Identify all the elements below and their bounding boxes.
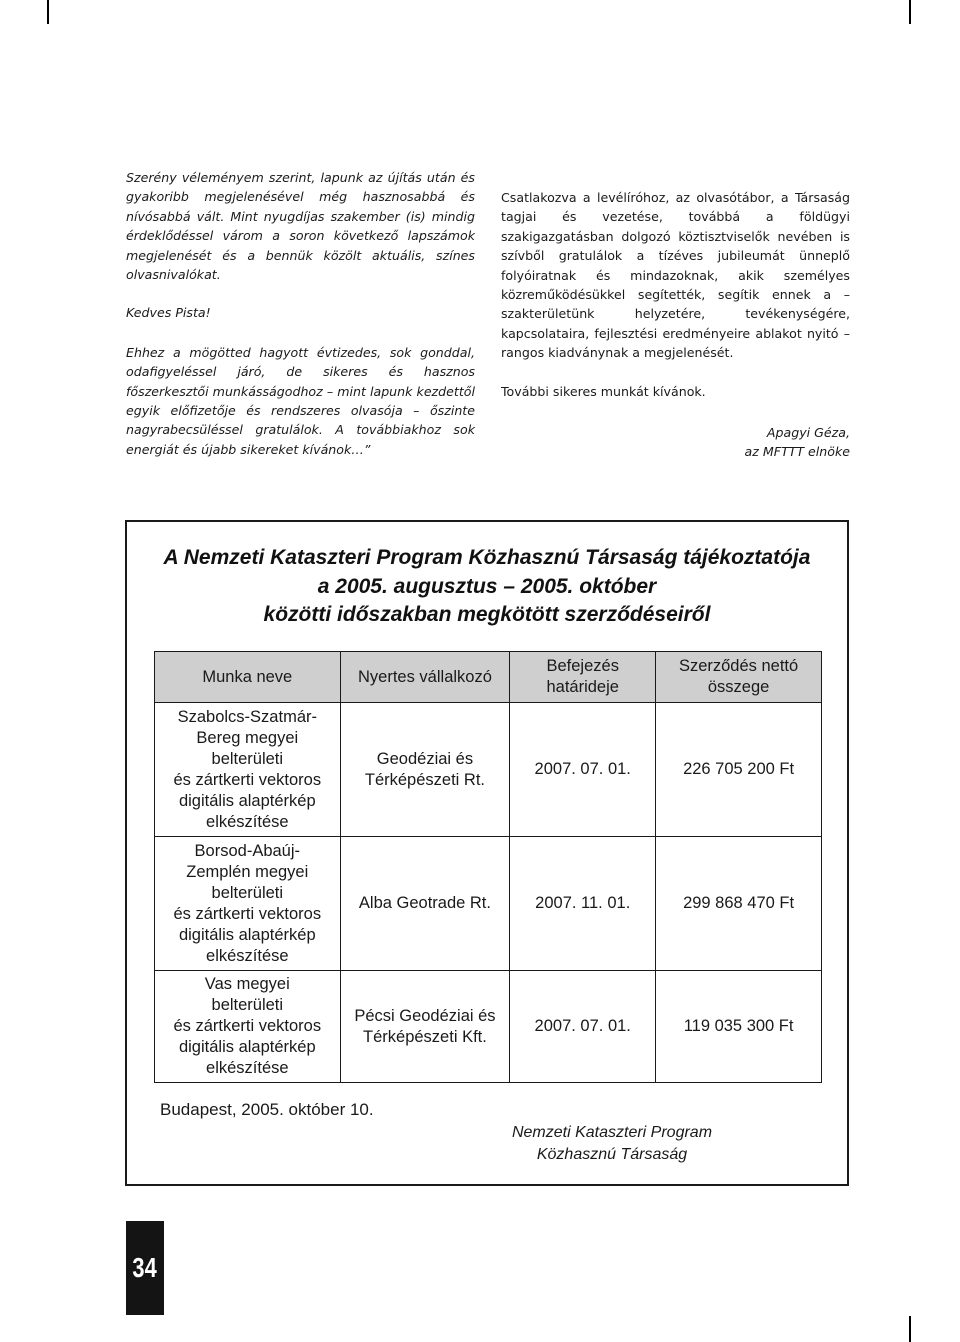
page-number: [126, 1221, 164, 1315]
notice-title: [127, 544, 847, 630]
signatory-line-2: Közhasznú Társaság: [536, 1146, 688, 1163]
table-row: [155, 837, 822, 971]
notice-title-line-1: A Nemzeti Kataszteri Program Közhasznú Társaság tájékoztatója: [163, 546, 811, 569]
notice-date: Budapest, 2005. október 10.: [160, 1100, 374, 1119]
page-number-text: 34: [132, 1252, 158, 1283]
deadline-cell: 2007. 11. 01.: [510, 837, 656, 971]
amount-cell: 226 705 200 Ft: [656, 703, 822, 837]
right-paragraph-2: További sikeres munkát kívánok.: [501, 383, 706, 399]
column-header-work: Munka neve: [155, 652, 341, 703]
table-row: [155, 703, 822, 837]
amount-cell: 119 035 300 Ft: [656, 971, 822, 1083]
contracts-table: [154, 651, 822, 1083]
signatory-line-1: Nemzeti Kataszteri Program: [511, 1124, 713, 1141]
deadline-cell: 2007. 07. 01.: [510, 971, 656, 1083]
notice-signatory: [487, 1122, 737, 1166]
work-name-cell: Vas megyei belterületi és zártkerti vektoros digitális alaptérkép elkészítése: [155, 971, 341, 1083]
crop-mark-top-right: [909, 0, 911, 24]
signature-title: az MFTTT elnöke: [744, 444, 850, 460]
contractor-cell: Pécsi Geodéziai és Térképészeti Kft.: [340, 971, 510, 1083]
column-header-amount: Szerződés nettó összege: [656, 652, 822, 703]
column-header-contractor: Nyertes vállalkozó: [340, 652, 510, 703]
left-paragraph-2: Ehhez a mögötted hagyott évtizedes, sok gonddal, odafigyeléssel járó, de sikeres és hasznos főszerkesztői munkásságodhoz – mint lapunk kezdettől egyik előfizetője és rendszeres olvasója – őszinte nagyrabecsüléssel gratulálok. A továbbiakhoz sok energiát és újabb sikereket kívánok…”: [126, 344, 475, 457]
right-column: [501, 188, 850, 462]
right-paragraph-1: Csatlakozva a levélíróhoz, az olvasótábor, a Társaság tagjai és vezetése, továbbá a földügyi szakigazgatásban dolgozó köztisztviselők nevében is szívből gratulálok a tízéves jubileumát ünneplő folyóiratnak és mindazoknak, akik személyes közreműködésükkel segítették, segítik ennek a – szakterületünk helyzetére, tevékenységére, kapcsolataira, fejlesztési eredményeire ablakot nyitó – rangos kiadványnak a megjelenését.: [501, 190, 850, 361]
left-paragraph-1: Szerény véleményem szerint, lapunk az újítás után és gyakoribb megjelenésével még hasznosabbá és nívósabbá vált. Mint nyugdíjas szakember (is) mindig érdeklődéssel várom a soron következő lapszámok megjelenését és a bennük közölt aktuális, színes olvasnivalókat.: [126, 170, 475, 283]
left-column: [126, 168, 475, 459]
signature: [501, 423, 850, 462]
work-name-cell: Borsod-Abaúj- Zemplén megyei belterületi és zártkerti vektoros digitális alaptérkép elkészítése: [155, 837, 341, 971]
contractor-cell: Geodéziai és Térképészeti Rt.: [340, 703, 510, 837]
signature-name: Apagyi Géza,: [766, 425, 850, 441]
contractor-cell: Alba Geotrade Rt.: [340, 837, 510, 971]
table-header-row: [155, 652, 822, 703]
notice-title-line-2: a 2005. augusztus – 2005. október: [317, 574, 657, 598]
work-name-cell: Szabolcs-Szatmár- Bereg megyei belterületi és zártkerti vektoros digitális alaptérkép elkészítése: [155, 703, 341, 837]
crop-mark-top-left: [47, 0, 49, 24]
table-row: [155, 971, 822, 1083]
notice-title-line-3: közötti időszakban megkötött szerződéseiről: [263, 603, 711, 626]
deadline-cell: 2007. 07. 01.: [510, 703, 656, 837]
salutation: Kedves Pista!: [126, 305, 211, 321]
amount-cell: 299 868 470 Ft: [656, 837, 822, 971]
column-header-deadline: Befejezés határideje: [510, 652, 656, 703]
crop-mark-bottom-right: [909, 1316, 911, 1342]
contract-notice-box: [125, 520, 849, 1186]
